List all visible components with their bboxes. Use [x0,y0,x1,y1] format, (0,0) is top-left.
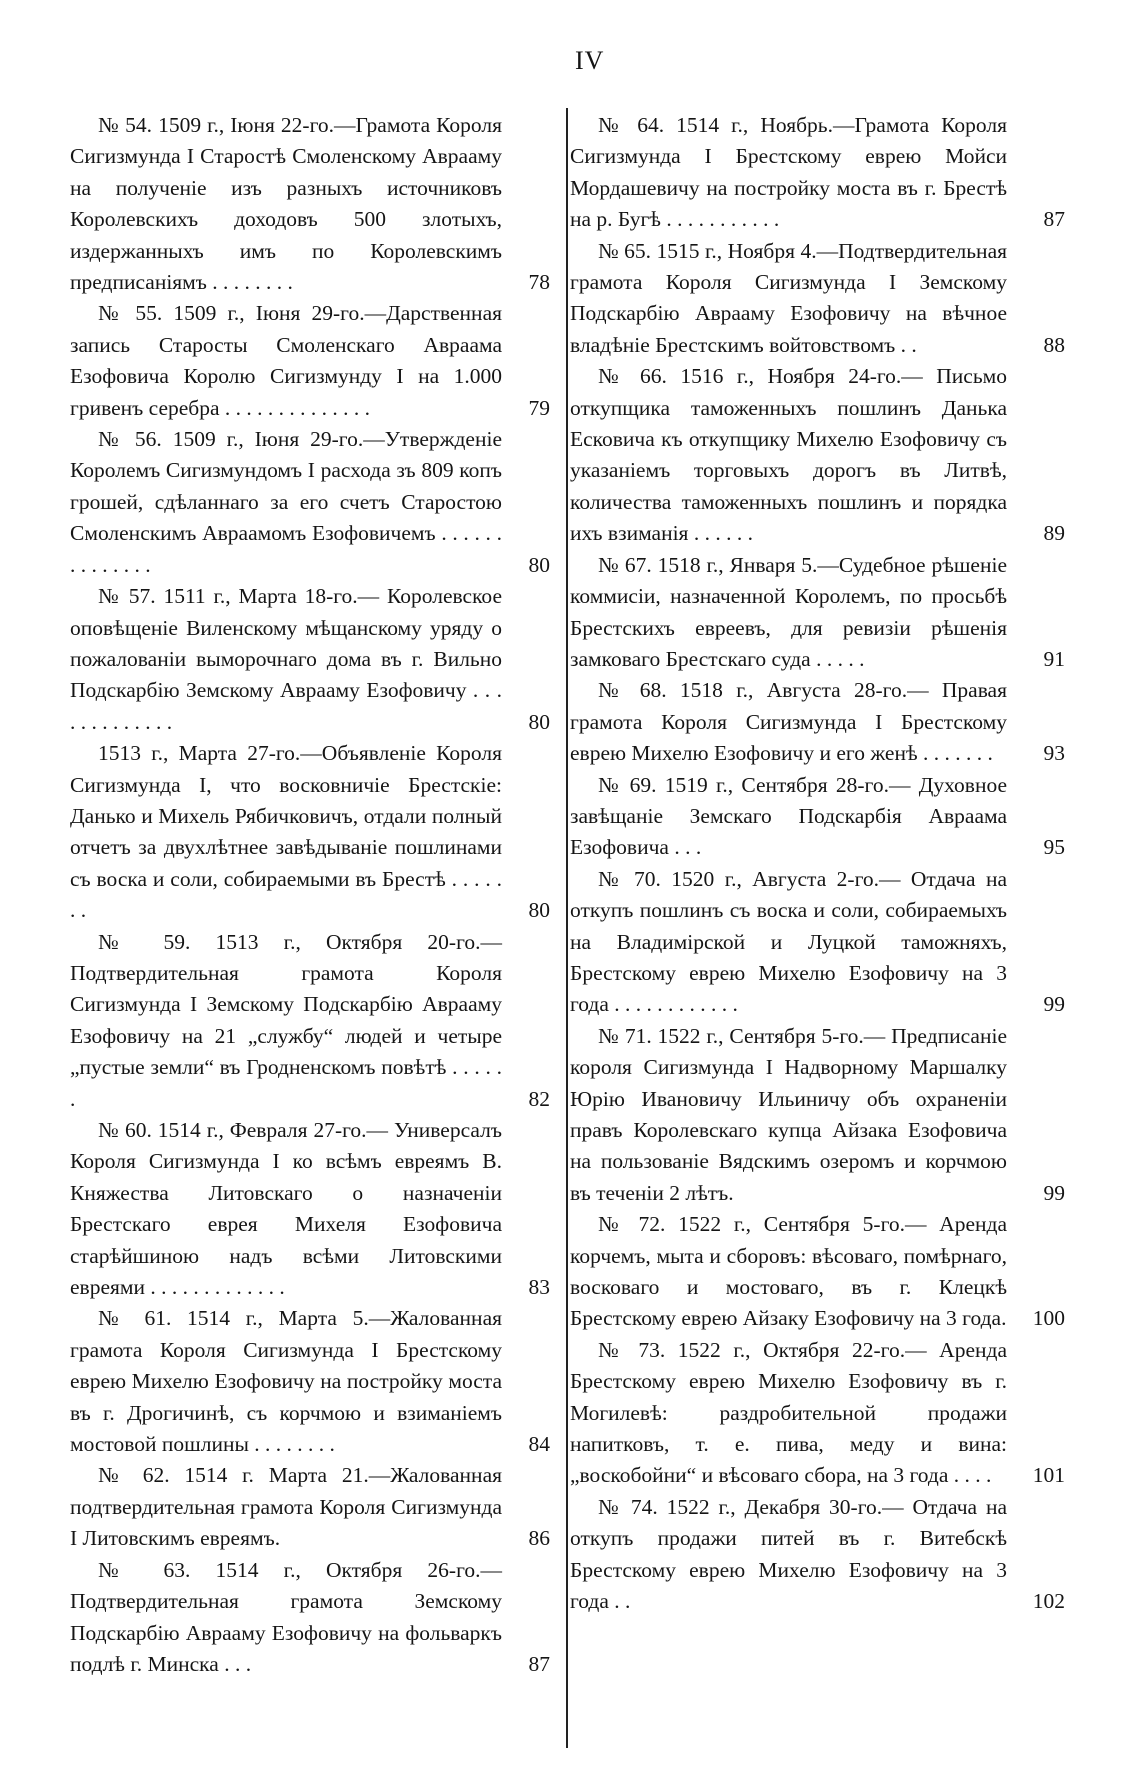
entry-text: № 74. 1522 г., Декабря 30-го.— Отдача на откупъ продажи питей въ г. Витебскѣ Брестскому еврею Михелю Езофовичу на 3 года . . [570,1494,1007,1614]
left-column [70,110,550,1680]
entry-page: 83 [528,1275,550,1300]
toc-entry [70,1115,550,1303]
entry-page: 87 [528,1651,550,1676]
entry-text: № 66. 1516 г., Ноября 24-го.— Письмо откупщика таможенныхъ пошлинъ Данька Есковича къ откупщику Михелю Езофовичу съ указаніемъ торговыхъ дорогъ въ Литвѣ, количества таможенныхъ пошлинъ и порядка ихъ взиманія . . . . . . [570,364,1007,546]
entry-text: № 63. 1514 г., Октября 26-го.— Подтвердительная грамота Земскому Подскарбію Аврааму Езофовичу на фольваркъ подлѣ г. Минска . . . [70,1557,502,1676]
entry-text: № 61. 1514 г., Марта 5.—Жалованная грамота Короля Сигизмунда I Брестскому еврею Михелю Езофовичу на постройку моста въ г. Дрогичинѣ, съ корчмою и взиманіемъ мостовой пошлины . . . . . . . . [70,1306,502,1457]
entry-page: 102 [1032,1589,1065,1614]
entry-text: № 64. 1514 г., Ноябрь.—Грамота Короля Сигизмунда I Брестскому еврею Мойси Мордашевичу на постройку моста въ г. Брестѣ на р. Бугѣ . . . . . . . . . . . [570,113,1007,232]
toc-entry [70,110,550,298]
entry-text: № 59. 1513 г., Октября 20-го.— Подтвердительная грамота Короля Сигизмунда I Земскому Подскарбію Аврааму Езофовичу на 21 „службу“ людей и четыре „пустые земли“ въ Гродненскомъ повѣтѣ . . . . . . [70,929,502,1111]
toc-entry [70,927,550,1115]
toc-entry [570,675,1065,769]
toc-entry [570,361,1065,549]
entry-page: 84 [528,1432,550,1457]
entry-page: 78 [528,270,550,295]
entry-page: 93 [1043,741,1065,766]
entry-page: 87 [1043,207,1065,232]
toc-entry [70,1460,550,1554]
entry-page: 86 [528,1526,550,1551]
entry-text: № 72. 1522 г., Сентября 5-го.— Аренда корчемъ, мыта и сборовъ: вѣсоваго, помѣрнаго, восковаго и мостоваго, въ г. Клецкѣ Брестскому еврею Айзаку Езофовичу на 3 года. [570,1212,1007,1331]
toc-entry [70,1303,550,1460]
entry-page: 100 [1032,1306,1065,1331]
entry-text: № 67. 1518 г., Января 5.—Судебное рѣшеніе коммисіи, назначенной Королемъ, по просьбѣ Брестскихъ евреевъ, для ревизіи рѣшенія замковаго Брестскаго суда . . . . . [570,552,1007,671]
entry-page: 99 [1043,1180,1065,1205]
toc-entry [570,770,1065,864]
toc-entry [70,298,550,424]
entry-page: 80 [528,709,550,734]
entry-text: № 55. 1509 г., Іюня 29-го.—Дарственная запись Старосты Смоленскаго Авраама Езофовича Королю Сигизмунду I на 1.000 гривенъ серебра . . . . . . . . . . . . . . [70,301,502,420]
entry-page: 79 [528,395,550,420]
entry-page: 101 [1032,1463,1065,1488]
entry-page: 95 [1043,835,1065,860]
page-number: IV [575,46,605,75]
entry-text: № 65. 1515 г., Ноября 4.—Подтвердительная грамота Короля Сигизмунда I Земскому Подскарбію Аврааму Езофовичу на вѣчное владѣніе Брестскимъ войтовствомъ . . [570,238,1007,357]
entry-text: № 62. 1514 г. Марта 21.—Жалованная подтвердительная грамота Короля Сигизмунда I Литовскимъ евреямъ. [70,1463,502,1551]
entry-page: 88 [1043,332,1065,357]
column-divider [566,108,568,1748]
toc-entry [570,1492,1065,1618]
entry-text: № 56. 1509 г., Іюня 29-го.—Утвержденіе Королемъ Сигизмундомъ I расхода зъ 809 копъ грошей, сдѣланнаго за его счетъ Старостою Смоленскимъ Авраамомъ Езофовичемъ . . . . . . . . . . . . . . [70,427,502,577]
entry-page: 80 [528,552,550,577]
toc-entry [570,110,1065,236]
entry-text: № 69. 1519 г., Сентября 28-го.— Духовное завѣщаніе Земскаго Подскарбія Авраама Езофовича . . . [570,772,1007,860]
entry-page: 89 [1043,521,1065,546]
entry-text: № 60. 1514 г., Февраля 27-го.— Универсалъ Короля Сигизмунда I ко всѣмъ евреямъ В. Княжества Литовскаго о назначеніи Брестскаго еврея Михеля Езофовича старѣйшиною надъ всѣми Литовскими евреями . . . . . . . . . . . . . [70,1118,502,1300]
entry-page: 82 [528,1086,550,1111]
toc-entry [70,738,550,926]
entry-page: 99 [1043,992,1065,1017]
toc-entry [570,1021,1065,1209]
toc-entry [570,1335,1065,1492]
entry-text: № 71. 1522 г., Сентября 5-го.— Предписаніе короля Сигизмунда I Надворному Маршалку Юрію Ивановичу Ильиничу объ охраненіи правъ Королевскаго купца Айзака Езофовича на пользованіе Вядскимъ озеромъ и корчмою въ теченіи 2 лѣтъ. [570,1023,1007,1205]
toc-entry [570,1209,1065,1335]
toc-entry [570,236,1065,362]
toc-entry [570,550,1065,676]
toc-entry [570,864,1065,1021]
entry-text: № 54. 1509 г., Іюня 22-го.—Грамота Короля Сигизмунда I Старостѣ Смоленскому Аврааму на полученіе изъ разныхъ источниковъ Королевскихъ доходовъ 500 злотыхъ, издержанныхъ имъ по Королевскимъ предписаніямъ . . . . . . . . [70,113,502,295]
toc-entry [70,424,550,581]
entry-page: 80 [528,898,550,923]
entry-text: № 73. 1522 г., Октября 22-го.— Аренда Брестскому еврею Михелю Езофовичу въ г. Могилевѣ: раздробительной продажи напитковъ, т. е. пива, меду и вина: „воскобойни“ и вѣсоваго сбора, на 3 года . . . . [570,1337,1007,1488]
entry-text: № 70. 1520 г., Августа 2-го.— Отдача на откупъ пошлинъ съ воска и соли, собираемыхъ на Владимірской и Луцкой таможняхъ, Брестскому еврею Михелю Езофовичу на 3 года . . . . . . . . . . . . [570,866,1007,1017]
right-column [570,110,1065,1618]
entry-page: 91 [1043,646,1065,671]
entry-text: № 57. 1511 г., Марта 18-го.— Королевское оповѣщеніе Виленскому мѣщанскому уряду о пожалованіи выморочнаго дома въ г. Вильно Подскарбію Земскому Аврааму Езофовичу . . . . . . . . . . . . . [70,584,502,734]
toc-entry [70,581,550,738]
entry-text: № 68. 1518 г., Августа 28-го.— Правая грамота Короля Сигизмунда I Брестскому еврею Михелю Езофовичу и его женѣ . . . . . . . [570,678,1007,766]
toc-entry [70,1555,550,1681]
entry-text: 1513 г., Марта 27-го.—Объявленіе Короля Сигизмунда I, что восковничіе Брестскіе: Данько и Михель Рябичковичъ, отдали полный отчетъ за двухлѣтнее завѣдываніе пошлинами съ воска и соли, собираемыми въ Брестѣ . . . . . . . [70,741,502,923]
